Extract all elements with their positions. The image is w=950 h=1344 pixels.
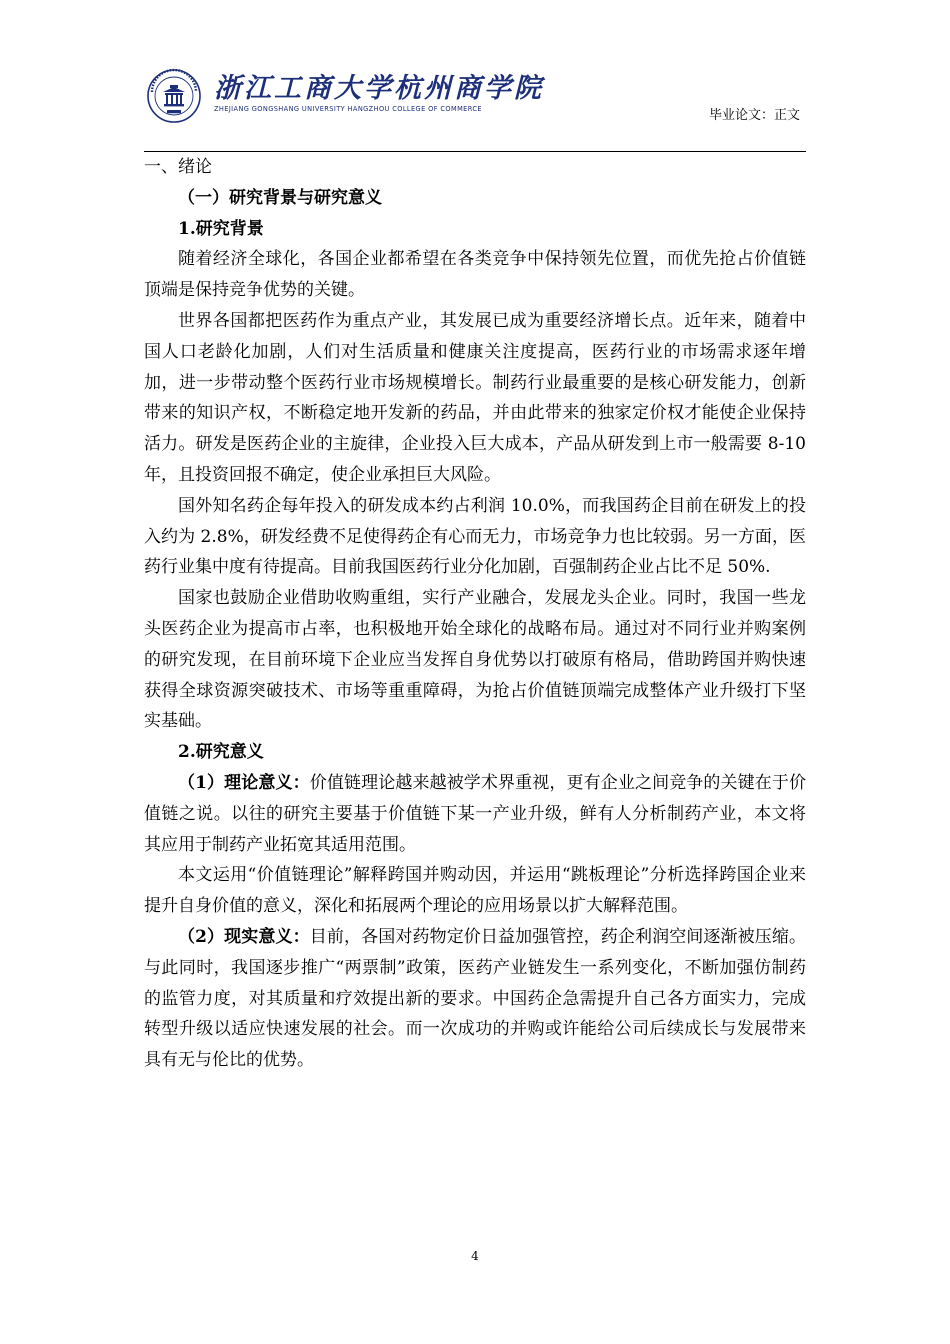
school-name-en: ZHEJIANG GONGSHANG UNIVERSITY HANGZHOU COLLEGE OF COMMERCE [214, 105, 482, 113]
school-name-cn: 浙江工商大学杭州商学院 [214, 73, 544, 104]
paragraph-practical-significance [144, 922, 806, 1076]
subsection-heading-background: 1.研究背景 [178, 218, 264, 239]
page-number: 4 [471, 1249, 479, 1263]
paragraph-text: 价值链理论越来越被学术界重视，更有企业之间竞争的关键在于价值链之说。以往的研究主要基于价值链下某一产业升级，鲜有人分析制药产业，本文将其应用于制药产业拓宽其适用范围。 [144, 772, 806, 855]
section-heading: （一）研究背景与研究意义 [178, 187, 382, 208]
paragraph: 本文运用“价值链理论”解释跨国并购动因，并运用“跳板理论”分析选择跨国企业来提升自身价值的意义，深化和拓展两个理论的应用场景以扩大解释范围。 [144, 865, 806, 917]
paragraph: 世界各国都把医药作为重点产业，其发展已成为重要经济增长点。近年来，随着中国人口老龄化加剧，人们对生活质量和健康关注度提高，医药行业的市场需求逐年增加，进一步带动整个医药行业市场规模增长。制药行业最重要的是核心研发能力，创新带来的知识产权，不断稳定地开发新的药品，并由此带来的独家定价权才能使企业保持活力。研发是医药企业的主旋律，企业投入巨大成本，产品从研发到上市一般需要 8-10 年，且投资回报不确定，使企业承担巨大风险。 [144, 310, 806, 485]
bold-lead: （1）理论意义： [178, 772, 310, 793]
paragraph: 国家也鼓励企业借助收购重组，实行产业融合，发展龙头企业。同时，我国一些龙头医药企业为提高市占率，也积极地开始全球化的战略布局。通过对不同行业并购案例的研究发现，在目前环境下企业应当发挥自身优势以打破原有格局，借助跨国并购快速获得全球资源突破技术、市场等重重障碍，为抢占价值链顶端完成整体产业升级打下坚实基础。 [144, 588, 806, 732]
document-section-label: 毕业论文：正文 [708, 108, 800, 123]
university-seal-icon [146, 68, 202, 124]
university-logo [214, 74, 544, 114]
document-body [144, 152, 806, 1076]
subsection-heading-significance: 2.研究意义 [178, 742, 264, 763]
chapter-heading: 一、绪论 [144, 157, 212, 177]
page-header [144, 60, 806, 152]
paragraph-theoretical-significance [144, 768, 806, 860]
paragraph: 随着经济全球化，各国企业都希望在各类竞争中保持领先位置，而优先抢占价值链顶端是保持竞争优势的关键。 [144, 249, 806, 301]
bold-lead: （2）现实意义： [178, 926, 310, 947]
paragraph-text: 目前，各国对药物定价日益加强管控，药企利润空间逐渐被压缩。与此同时，我国逐步推广“两票制”政策，医药产业链发生一系列变化，不断加强仿制药的监管力度，对其质量和疗效提出新的要求。中国药企急需提升自己各方面实力，完成转型升级以适应快速发展的社会。而一次成功的并购或许能给公司后续成长与发展带来具有无与伦比的优势。 [144, 926, 806, 1071]
paragraph: 国外知名药企每年投入的研发成本约占利润 10.0%，而我国药企目前在研发上的投入约为 2.8%，研发经费不足使得药企有心而无力，市场竞争力也比较弱。另一方面，医药行业集中度有待提高。目前我国医药行业分化加剧，百强制药企业占比不足 50%. [144, 495, 806, 578]
